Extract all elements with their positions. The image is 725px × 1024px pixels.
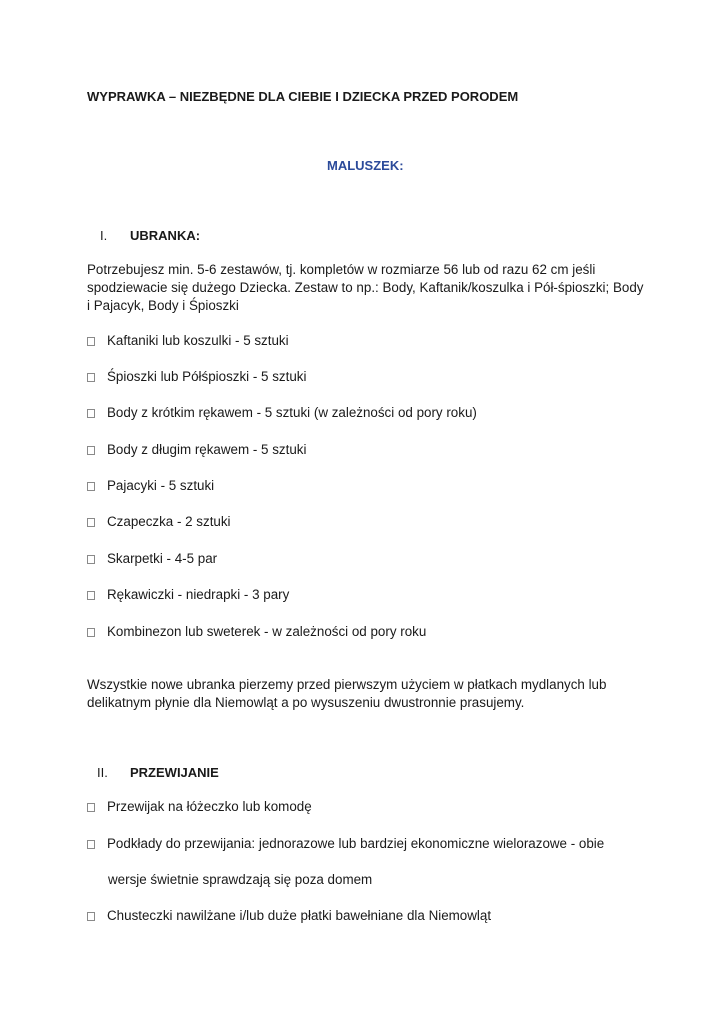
note-line: Wszystkie nowe ubranka pierzemy przed pierwszym użyciem w płatkach mydlanych lub (87, 677, 607, 692)
list-item (87, 404, 477, 422)
document-title: WYPRAWKA – NIEZBĘDNE DLA CIEBIE I DZIECKA PRZED PORODEM (87, 89, 519, 104)
paragraph-line: spodziewacie się dużego Dziecka. Zestaw to np.: Body, Kaftanik/koszulka i Pół-śpioszki; Body (87, 280, 644, 295)
list-item-text: Kombinezon lub sweterek - w zależności od pory roku (107, 624, 427, 639)
list-item-text: Śpioszki lub Półśpioszki - 5 sztuki (107, 369, 307, 384)
list-item-text: Przewijak na łóżeczko lub komodę (107, 799, 312, 814)
list-item-text: Kaftaniki lub koszulki - 5 sztuki (107, 333, 289, 348)
section-heading: UBRANKA: (130, 228, 201, 243)
list-item (87, 332, 289, 350)
checkbox-icon (87, 373, 95, 382)
list-item (87, 798, 312, 816)
checkbox-icon (87, 912, 95, 921)
list-item-text: Skarpetki - 4-5 par (107, 551, 218, 566)
checkbox-icon (87, 446, 95, 455)
checkbox-icon (87, 337, 95, 346)
list-item-text: Body z długim rękawem - 5 sztuki (107, 442, 307, 457)
paragraph-line: Potrzebujesz min. 5-6 zestawów, tj. kompletów w rozmiarze 56 lub od razu 62 cm jeśli (87, 262, 596, 277)
list-item (87, 623, 426, 641)
section-number: II. (97, 765, 108, 780)
list-item-continuation: wersje świetnie sprawdzają się poza domem (108, 872, 373, 887)
list-item (87, 907, 491, 925)
checkbox-icon (87, 591, 95, 600)
list-item (87, 368, 306, 386)
list-item (87, 477, 214, 495)
section-number: I. (100, 228, 108, 243)
checkbox-icon (87, 409, 95, 418)
list-item-text: Body z krótkim rękawem - 5 sztuki (w zależności od pory roku) (107, 405, 477, 420)
checkbox-icon (87, 628, 95, 637)
note-line: delikatnym płynie dla Niemowląt a po wysuszeniu dwustronnie prasujemy. (87, 695, 525, 710)
checkbox-icon (87, 518, 95, 527)
list-item (87, 550, 217, 568)
list-item-text: Chusteczki nawilżane i/lub duże płatki bawełniane dla Niemowląt (107, 908, 492, 923)
list-item (87, 513, 231, 531)
section-heading: PRZEWIJANIE (130, 765, 219, 780)
list-item-text: Podkłady do przewijania: jednorazowe lub bardziej ekonomiczne wielorazowe - obie (107, 836, 605, 851)
checkbox-icon (87, 840, 95, 849)
list-item (87, 441, 306, 459)
paragraph-line: i Pajacyk, Body i Śpioszki (87, 298, 239, 313)
list-item (87, 586, 289, 604)
section-subtitle: MALUSZEK: (327, 158, 404, 173)
checkbox-icon (87, 555, 95, 564)
list-item-text: Czapeczka - 2 sztuki (107, 514, 231, 529)
list-item-text: Rękawiczki - niedrapki - 3 pary (107, 587, 290, 602)
list-item-text: Pajacyki - 5 sztuki (107, 478, 215, 493)
checkbox-icon (87, 482, 95, 491)
list-item (87, 835, 604, 853)
checkbox-icon (87, 803, 95, 812)
